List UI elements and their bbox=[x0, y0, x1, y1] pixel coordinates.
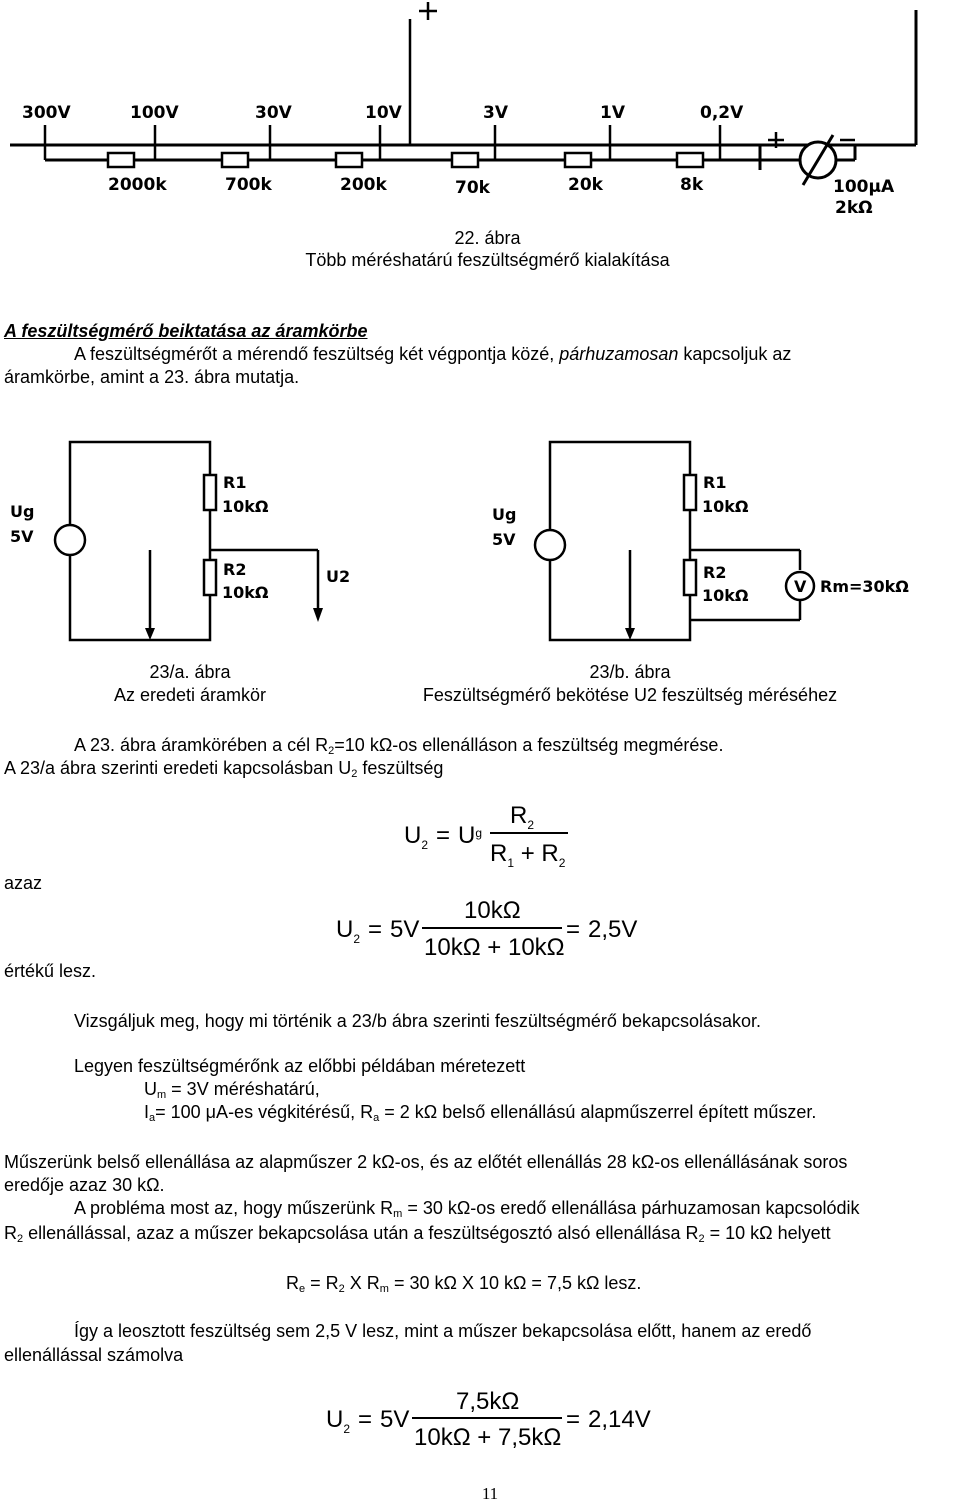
paragraph-line: Legyen feszültségmérőnk az előbbi példában méretezett bbox=[74, 1056, 526, 1076]
figure-22-caption-number: 22. ábra bbox=[454, 228, 521, 248]
resistor-label: 8k bbox=[680, 175, 704, 195]
paragraph-line: Um = 3V méréshatárú, bbox=[144, 1079, 320, 1101]
figure-23a-caption-title: Az eredeti áramkör bbox=[113, 685, 267, 705]
text-erteku: értékű lesz. bbox=[4, 961, 97, 981]
svg-text:U2: U2 bbox=[326, 567, 351, 586]
figure-23a-circuit bbox=[0, 430, 380, 660]
figure-23b-caption-title: Feszültségmérő bekötése U2 feszültség méréséhez bbox=[422, 685, 838, 705]
range-label: 100V bbox=[130, 103, 179, 123]
resistor-label: 20k bbox=[568, 175, 603, 195]
svg-text:R2: R2 bbox=[703, 563, 727, 582]
paragraph-line: A 23. ábra áramkörében a cél R2=10 kΩ-os ellenálláson a feszültség megmérése. bbox=[74, 735, 724, 757]
svg-text:Ug: Ug bbox=[10, 502, 35, 521]
svg-text:V: V bbox=[794, 577, 807, 596]
paragraph-line: Így a leosztott feszültség sem 2,5 V lesz, mint a műszer bekapcsolása előtt, hanem az eredő bbox=[74, 1321, 812, 1341]
paragraph-line: eredője azaz 30 kΩ. bbox=[4, 1175, 165, 1195]
svg-text:5V: 5V bbox=[492, 530, 516, 549]
range-label: 30V bbox=[255, 103, 292, 123]
paragraph-line: A probléma most az, hogy műszerünk Rm = 30 kΩ-os eredő ellenállása párhuzamosan kapcsolódik bbox=[74, 1198, 860, 1220]
svg-text:Rm=30kΩ: Rm=30kΩ bbox=[820, 577, 909, 596]
paragraph-line: A 23/a ábra szerinti eredeti kapcsolásban U2 feszültség bbox=[4, 758, 444, 780]
meter-label: 2kΩ bbox=[835, 198, 873, 218]
paragraph-line: Re = R2 X Rm = 30 kΩ X 10 kΩ = 7,5 kΩ lesz. bbox=[286, 1273, 642, 1295]
paragraph-line: A feszültségmérőt a mérendő feszültség két végpontja közé, párhuzamosan kapcsoljuk az bbox=[74, 344, 792, 364]
svg-text:R2: R2 bbox=[223, 560, 247, 579]
figure-23b-circuit bbox=[470, 430, 960, 660]
range-label: 1V bbox=[600, 103, 625, 123]
range-label: 300V bbox=[22, 103, 71, 123]
svg-text:R1: R1 bbox=[703, 473, 727, 492]
paragraph-line: Műszerünk belső ellenállása az alapműszer 2 kΩ-os, és az előtét ellenállás 28 kΩ-os ellenállásának soros bbox=[4, 1152, 848, 1172]
resistor-label: 200k bbox=[340, 175, 387, 195]
page-number: 11 bbox=[481, 1484, 499, 1503]
svg-text:5V: 5V bbox=[10, 527, 34, 546]
figure-23b-caption-number: 23/b. ábra bbox=[589, 662, 671, 682]
resistor-label: 2000k bbox=[108, 175, 167, 195]
svg-text:10kΩ: 10kΩ bbox=[702, 586, 749, 605]
text-azaz: azaz bbox=[4, 873, 43, 893]
svg-text:R1: R1 bbox=[223, 473, 247, 492]
meter-label: 100μA bbox=[833, 177, 895, 197]
figure-22-multirange-voltmeter bbox=[0, 0, 960, 225]
range-label: 0,2V bbox=[700, 103, 744, 123]
paragraph-line: Ia= 100 μA-es végkitérésű, Ra = 2 kΩ belső ellenállású alapműszerrel épített műszer. bbox=[144, 1102, 817, 1124]
resistor-label: 700k bbox=[225, 175, 272, 195]
resistor-label: 70k bbox=[455, 178, 490, 198]
paragraph-line: áramkörbe, amint a 23. ábra mutatja. bbox=[4, 367, 300, 387]
paragraph-line: R2 ellenállással, azaz a műszer bekapcsolása után a feszültségosztó alsó ellenállása R2 = 10 kΩ helyett bbox=[4, 1223, 831, 1245]
svg-text:10kΩ: 10kΩ bbox=[702, 497, 749, 516]
section-heading: A feszültségmérő beiktatása az áramkörbe bbox=[4, 321, 368, 341]
svg-text:10kΩ: 10kΩ bbox=[222, 497, 269, 516]
range-label: 10V bbox=[365, 103, 402, 123]
svg-text:Ug: Ug bbox=[492, 505, 517, 524]
figure-23a-caption-number: 23/a. ábra bbox=[149, 662, 231, 682]
range-label: 3V bbox=[483, 103, 508, 123]
paragraph-line: ellenállással számolva bbox=[4, 1345, 184, 1365]
paragraph-line: Vizsgáljuk meg, hogy mi történik a 23/b ábra szerinti feszültségmérő bekapcsolásakor. bbox=[74, 1011, 762, 1031]
figure-22-caption-title: Több méréshatárú feszültségmérő kialakítása bbox=[305, 250, 670, 270]
svg-text:10kΩ: 10kΩ bbox=[222, 583, 269, 602]
